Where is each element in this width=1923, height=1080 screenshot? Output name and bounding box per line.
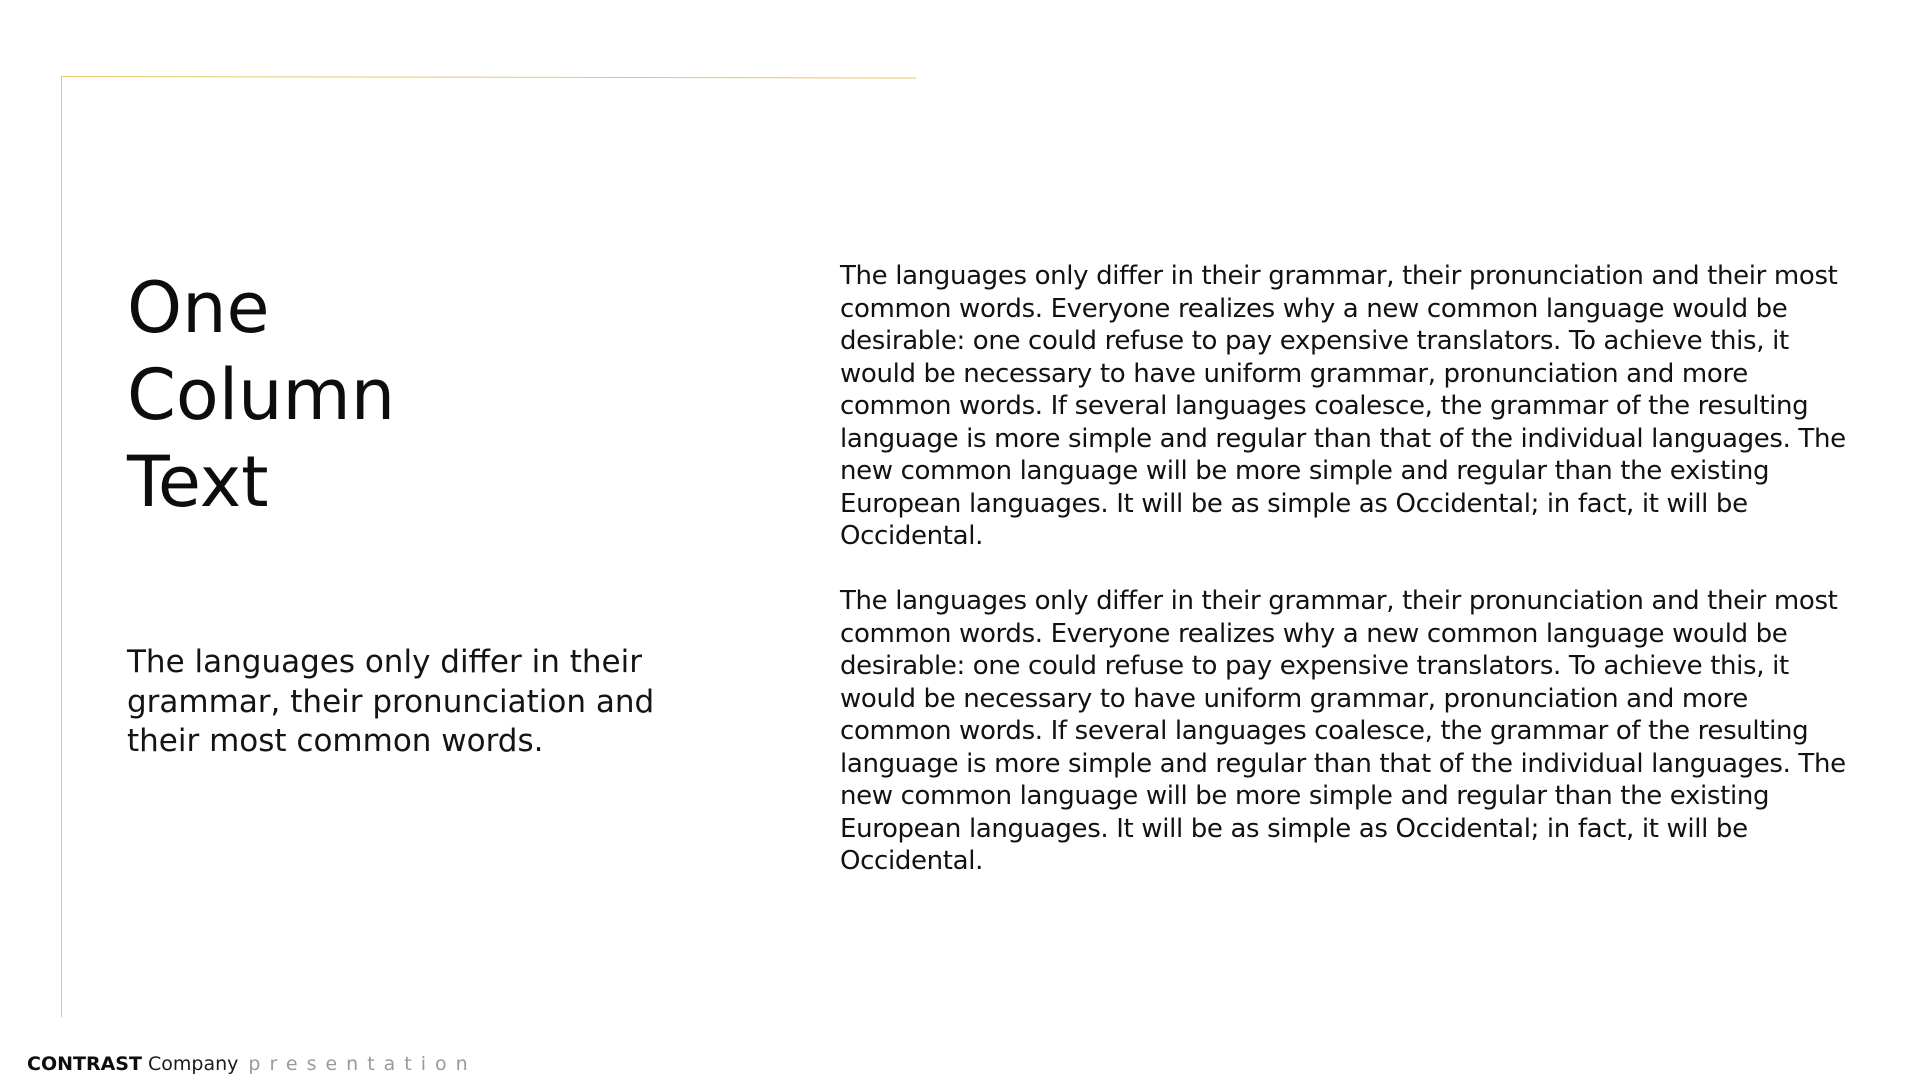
slide-footer	[27, 1052, 477, 1076]
slide-title	[127, 265, 627, 526]
slide-title-line-1: One	[127, 267, 270, 349]
slide-subtitle: The languages only differ in their grammar, their pronunciation and their most common words.	[127, 644, 655, 759]
body-paragraph-1: The languages only differ in their grammar, their pronunciation and their most common words. Everyone realizes why a new common language would be desirable: one could refuse to pay expensive translators. To achieve this, it would be necessary to have uniform grammar, pronunciation and more common words. If several languages coalesce, the grammar of the resulting language is more simple and regular than that of the individual languages. The new common language will be more simple and regular than the existing European languages. It will be as simple as Occidental; in fact, it will be Occidental.	[840, 261, 1846, 551]
accent-frame-top-line	[61, 76, 916, 78]
body-text-column	[840, 260, 1850, 910]
footer-company: Company	[147, 1053, 239, 1075]
body-paragraph-2: The languages only differ in their grammar, their pronunciation and their most common words. Everyone realizes why a new common language would be desirable: one could refuse to pay expensive translators. To achieve this, it would be necessary to have uniform grammar, pronunciation and more common words. If several languages coalesce, the grammar of the resulting language is more simple and regular than that of the individual languages. The new common language will be more simple and regular than the existing European languages. It will be as simple as Occidental; in fact, it will be Occidental.	[840, 586, 1846, 876]
accent-frame-left-line	[61, 76, 62, 1017]
footer-tagline: presentation	[248, 1053, 477, 1075]
slide-title-line-3: Text	[127, 441, 269, 523]
slide-title-line-2: Column	[127, 354, 396, 436]
footer-brand: CONTRAST	[27, 1053, 142, 1075]
